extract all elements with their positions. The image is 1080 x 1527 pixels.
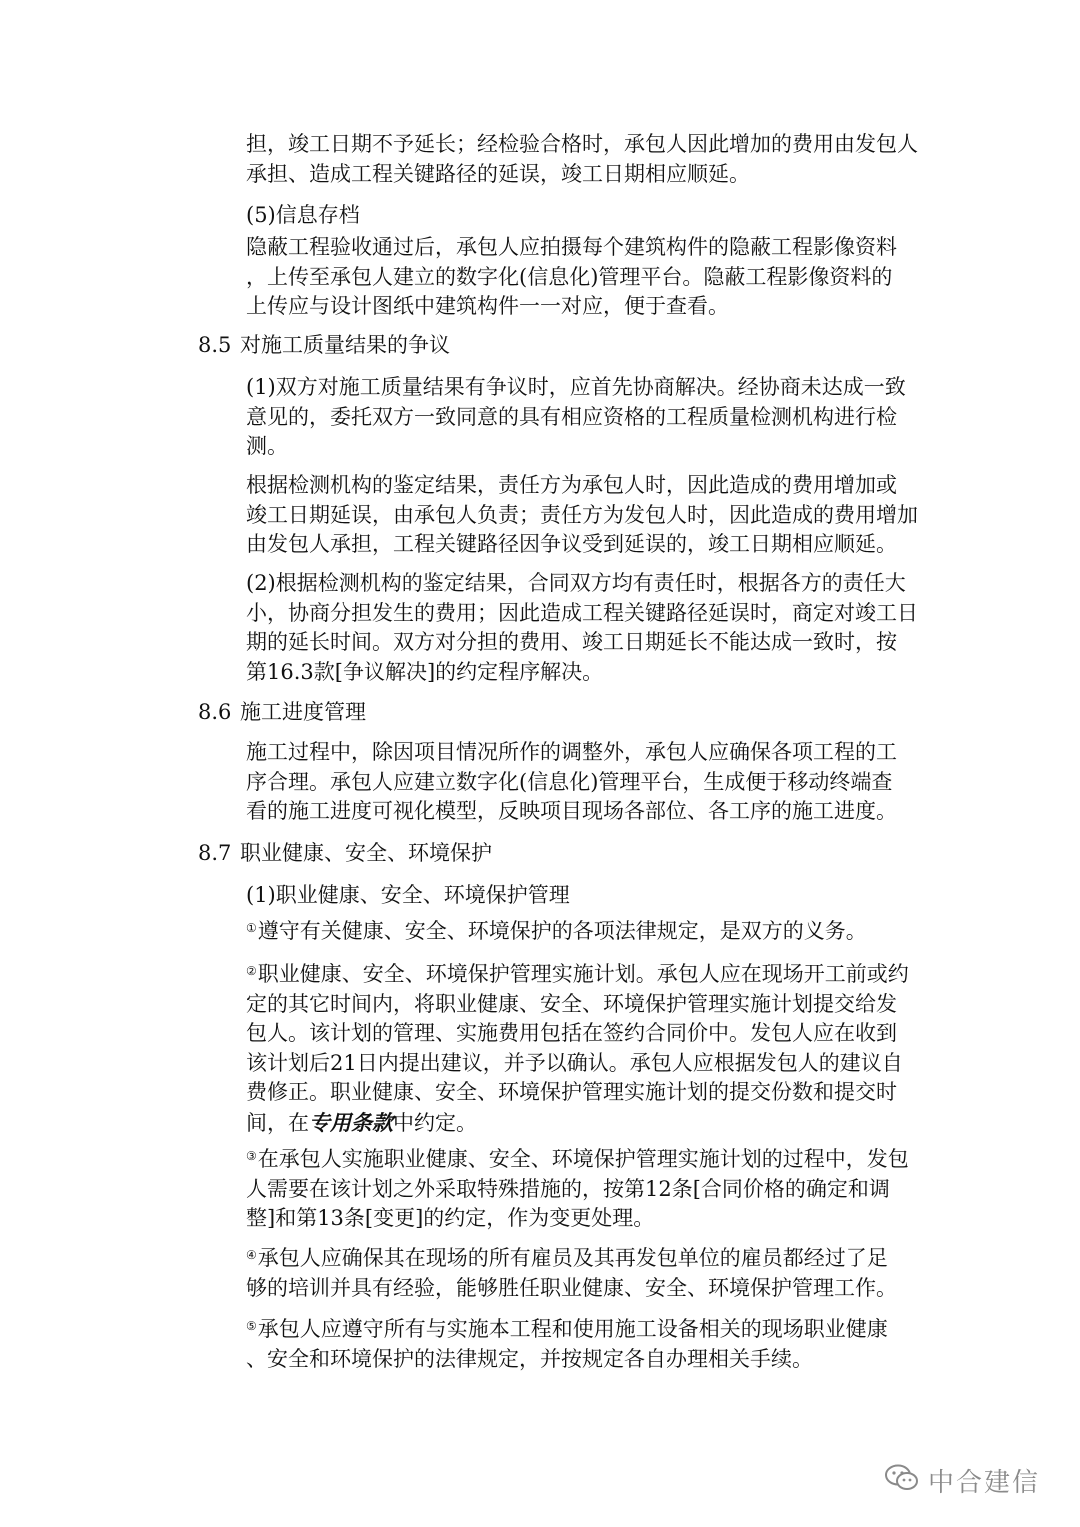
list-item-5: ⑤承包人应遵守所有与实施本工程和使用施工设备相关的现场职业健康 、安全和环境保护的法律规定，并按规定各自办理相关手续。: [246, 1317, 888, 1371]
list-item-4: ④承包人应确保其在现场的所有雇员及其再发包单位的雇员都经过了足 够的培训并具有经验，能够胜任职业健康、安全、环境保护管理工作。: [246, 1246, 897, 1300]
section-heading-8-6: [198, 698, 366, 728]
list-item-2: ②职业健康、安全、环境保护管理实施计划。承包人应在现场开工前或约 定的其它时间内，将职业健康、安全、环境保护管理实施计划提交给发 包人。该计划的管理、实施费用包括在签约合同价中。发包人应在收到 该计划后21日内提出建议，并予以确认。承包人应根据发包人的建议自 费修正。职业健康、安全、环境保护管理实施计划的提交份数和提交时 间，在专用条款中约定。: [246, 962, 909, 1135]
item-marker: ⑤: [246, 1319, 257, 1333]
section-number: 8.7: [198, 841, 232, 865]
list-item-1: ①遵守有关健康、安全、环境保护的各项法律规定，是双方的义务。: [246, 919, 867, 943]
subsection-title-info-archive: (5)信息存档: [246, 203, 360, 227]
info-archive-paragraph: 隐蔽工程验收通过后，承包人应拍摄每个建筑构件的隐蔽工程影像资料 ，上传至承包人建立的数字化(信息化)管理平台。隐蔽工程影像资料的 上传应与设计图纸中建筑构件一一对应，便于查看。: [246, 235, 897, 318]
item-marker: ②: [246, 964, 257, 978]
paragraph-8-5-1: (1)双方对施工质量结果有争议时，应首先协商解决。经协商未达成一致 意见的，委托双方一致同意的具有相应资格的工程质量检测机构进行检 测。: [246, 375, 906, 458]
section-title: 对施工质量结果的争议: [240, 333, 450, 357]
section-heading-8-7: [198, 839, 492, 869]
watermark-text: 中合建信: [927, 1467, 1040, 1498]
subsection-title-ohse: (1)职业健康、安全、环境保护管理: [246, 883, 570, 907]
section-title: 职业健康、安全、环境保护: [240, 841, 492, 865]
item-marker: ①: [246, 921, 257, 935]
paragraph-8-5-3: (2)根据检测机构的鉴定结果，合同双方均有责任时，根据各方的责任大 小，协商分担发生的费用；因此造成工程关键路径延误时，商定对竣工日 期的延长时间。双方对分担的费用、竣工日期延长不能达成一致时，按 第16.3款[争议解决]的约定程序解决。: [246, 571, 918, 684]
wechat-icon: [884, 1463, 920, 1497]
section-number: 8.5: [198, 333, 232, 357]
section-title: 施工进度管理: [240, 700, 366, 724]
list-item-3: ③在承包人实施职业健康、安全、环境保护管理实施计划的过程中，发包 人需要在该计划之外采取特殊措施的，按第12条[合同价格的确定和调 整]和第13条[变更]的约定，作为变更处理。: [246, 1147, 909, 1230]
paragraph-8-6: 施工过程中，除因项目情况所作的调整外，承包人应确保各项工程的工 序合理。承包人应建立数字化(信息化)管理平台，生成便于移动终端查 看的施工进度可视化模型，反映项目现场各部位、各工序的施工进度。: [246, 740, 897, 823]
watermark: [884, 1460, 1040, 1500]
item-marker: ③: [246, 1149, 257, 1163]
item-marker: ④: [246, 1248, 257, 1262]
special-clause-reference: 专用条款: [309, 1109, 393, 1135]
section-heading-8-5: [198, 331, 450, 361]
continuation-paragraph: 担，竣工日期不予延长；经检验合格时，承包人因此增加的费用由发包人 承担、造成工程关键路径的延误，竣工日期相应顺延。: [246, 132, 918, 186]
section-number: 8.6: [198, 700, 232, 724]
paragraph-8-5-2: 根据检测机构的鉴定结果，责任方为承包人时，因此造成的费用增加或 竣工日期延误，由承包人负责；责任方为发包人时，因此造成的费用增加 由发包人承担，工程关键路径因争议受到延误的，竣工日期相应顺延。: [246, 473, 918, 556]
